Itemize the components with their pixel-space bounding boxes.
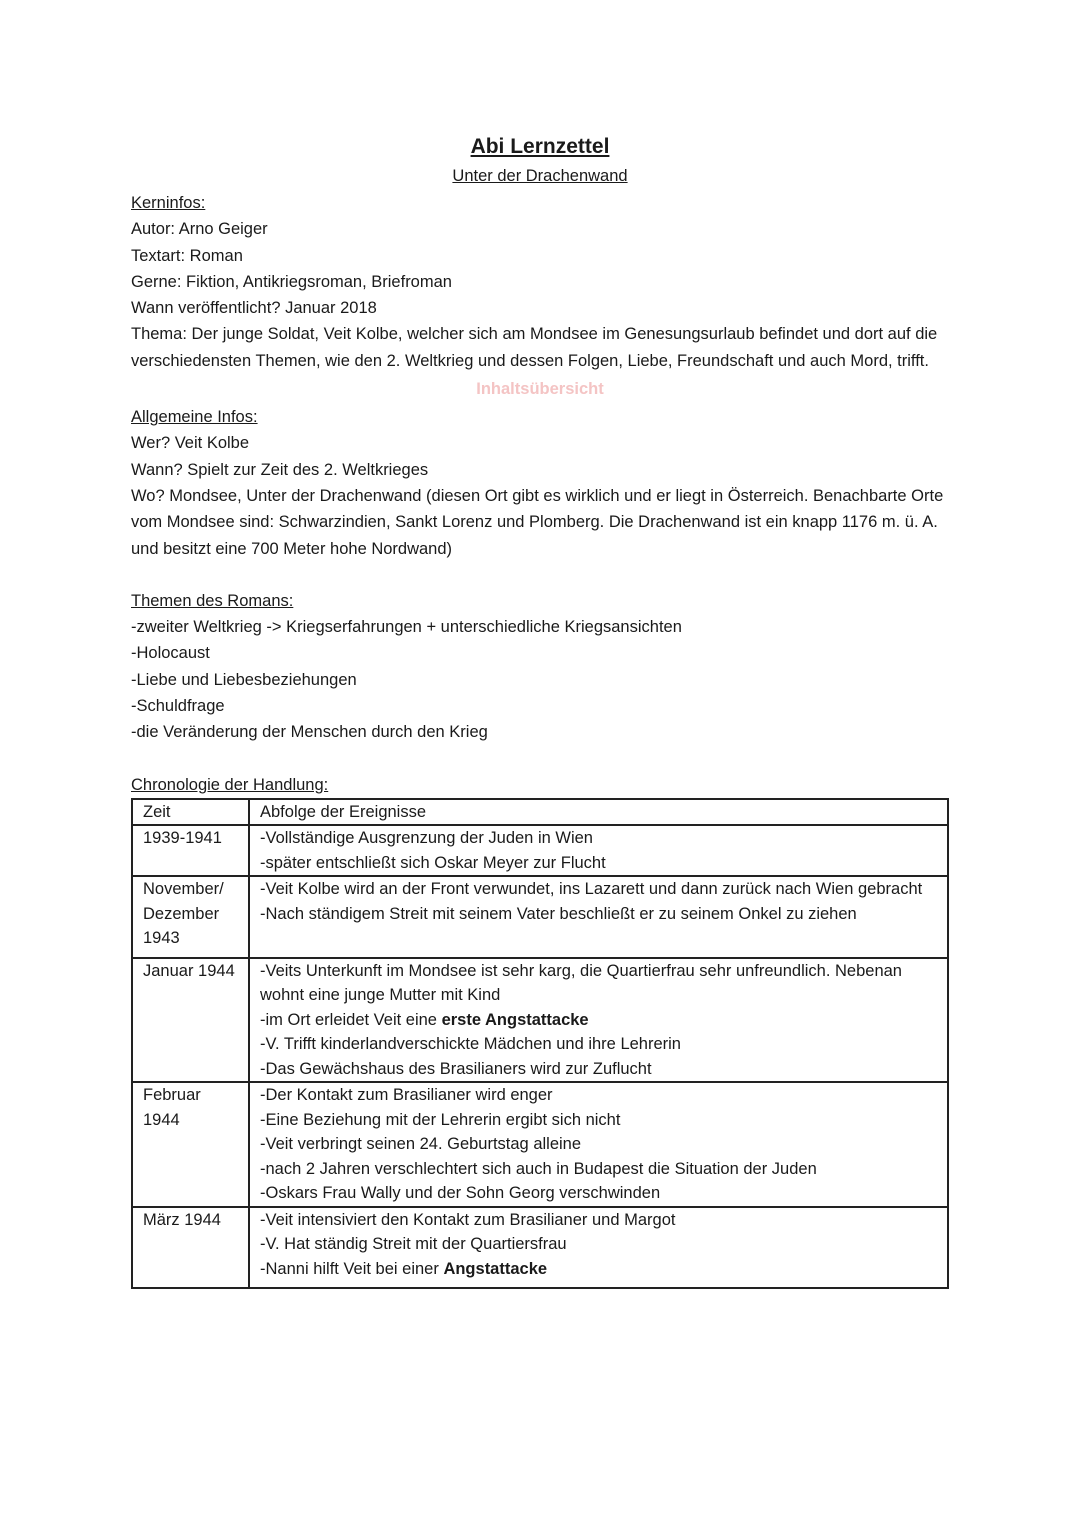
themen-heading: Themen des Romans: <box>131 591 294 610</box>
row-events <box>249 825 948 876</box>
row-zeit: November/ Dezember 1943 <box>132 876 249 958</box>
event-line <box>260 1257 941 1282</box>
table-row <box>132 1082 948 1207</box>
event-line: -nach 2 Jahren verschlechtert sich auch in Budapest die Situation der Juden <box>260 1159 817 1178</box>
document-page <box>131 132 949 1289</box>
kerninfos-textart: Textart: Roman <box>131 246 243 265</box>
allgemein-wo: Wo? Mondsee, Unter der Drachenwand (diesen Ort gibt es wirklich und er liegt in Österreich. Benachbarte Orte vom Mondsee sind: Schwarzindien, Sankt Lorenz und Plomberg. Die Drachenwand ist ein knapp 1176 m. ü. A. und besitzt eine 700 Meter hohe Nordwand) <box>131 486 944 558</box>
themen-item: -zweiter Weltkrieg -> Kriegserfahrungen + unterschiedliche Kriegsansichten <box>131 618 682 637</box>
event-line: -Veit verbringt seinen 24. Geburtstag alleine <box>260 1135 582 1154</box>
page-title: Abi Lernzettel <box>470 135 610 158</box>
event-line: -Veit intensiviert den Kontakt zum Brasilianer und Margot <box>260 1210 676 1229</box>
spacer <box>131 746 949 772</box>
event-text: -Nanni hilft Veit bei einer <box>260 1259 444 1278</box>
row-zeit: März 1944 <box>132 1207 249 1289</box>
allgemein-wann: Wann? Spielt zur Zeit des 2. Weltkrieges <box>131 460 429 479</box>
event-bold: Angstattacke <box>443 1259 548 1278</box>
watermark-text: Inhaltsübersicht <box>476 380 604 399</box>
page-subtitle: Unter der Drachenwand <box>452 167 628 185</box>
row-zeit: 1939-1941 <box>132 825 249 876</box>
table-row <box>132 876 948 958</box>
event-line <box>260 1008 941 1033</box>
event-line: -V. Hat ständig Streit mit der Quartiersfrau <box>260 1235 567 1254</box>
event-text: -im Ort erleidet Veit eine <box>260 1010 442 1029</box>
themen-item: -Schuldfrage <box>131 697 225 716</box>
chronologie-table <box>131 798 949 1290</box>
kerninfos-thema: Thema: Der junge Soldat, Veit Kolbe, welcher sich am Mondsee im Genesungsurlaub befindet und dort auf die verschiedensten Themen, wie den 2. Weltkrieg und dessen Folgen, Liebe, Freundschaft und auch Mord, trifft. <box>131 325 938 370</box>
table-row <box>132 825 948 876</box>
row-events <box>249 1207 948 1289</box>
event-line: -später entschließt sich Oskar Meyer zur Flucht <box>260 853 606 872</box>
event-line: -Veit Kolbe wird an der Front verwundet, ins Lazarett und dann zurück nach Wien gebracht <box>260 880 923 899</box>
chronologie-heading: Chronologie der Handlung: <box>131 775 329 794</box>
event-line: -Nach ständigem Streit mit seinem Vater beschließt er zu seinem Onkel zu ziehen <box>260 904 857 923</box>
kerninfos-genre: Gerne: Fiktion, Antikriegsroman, Briefroman <box>131 272 452 291</box>
event-line: -Vollständige Ausgrenzung der Juden in Wien <box>260 829 593 848</box>
event-line: -Der Kontakt zum Brasilianer wird enger <box>260 1086 553 1105</box>
themen-item: -die Veränderung der Menschen durch den Krieg <box>131 723 488 742</box>
row-events <box>249 958 948 1083</box>
kerninfos-author: Autor: Arno Geiger <box>131 220 268 239</box>
allgemein-heading: Allgemeine Infos: <box>131 408 258 427</box>
header-zeit: Zeit <box>132 799 249 826</box>
row-zeit: Februar 1944 <box>132 1082 249 1207</box>
allgemein-wer: Wer? Veit Kolbe <box>131 434 250 453</box>
chronologie-section <box>131 772 949 1290</box>
row-events <box>249 876 948 958</box>
event-line: -Eine Beziehung mit der Lehrerin ergibt sich nicht <box>260 1110 621 1129</box>
header-abfolge: Abfolge der Ereignisse <box>249 799 948 826</box>
table-header-row <box>132 799 948 826</box>
table-row <box>132 958 948 1083</box>
allgemein-section <box>131 404 949 562</box>
row-zeit: Januar 1944 <box>132 958 249 1083</box>
event-line: -Oskars Frau Wally und der Sohn Georg verschwinden <box>260 1184 661 1203</box>
themen-section <box>131 588 949 746</box>
event-line: -V. Trifft kinderlandverschickte Mädchen und ihre Lehrerin <box>260 1035 681 1054</box>
event-bold: erste Angstattacke <box>441 1010 589 1029</box>
kerninfos-section <box>131 190 949 374</box>
row-events <box>249 1082 948 1207</box>
event-line: -Das Gewächshaus des Brasilianers wird zur Zuflucht <box>260 1059 652 1078</box>
table-row <box>132 1207 948 1289</box>
spacer <box>131 562 949 588</box>
event-line: -Veits Unterkunft im Mondsee ist sehr karg, die Quartierfrau sehr unfreundlich. Nebenan wohnt eine junge Mutter mit Kind <box>260 961 902 1005</box>
themen-item: -Holocaust <box>131 644 210 663</box>
kerninfos-heading: Kerninfos: <box>131 194 206 212</box>
themen-item: -Liebe und Liebesbeziehungen <box>131 670 357 689</box>
kerninfos-published: Wann veröffentlicht? Januar 2018 <box>131 299 377 318</box>
